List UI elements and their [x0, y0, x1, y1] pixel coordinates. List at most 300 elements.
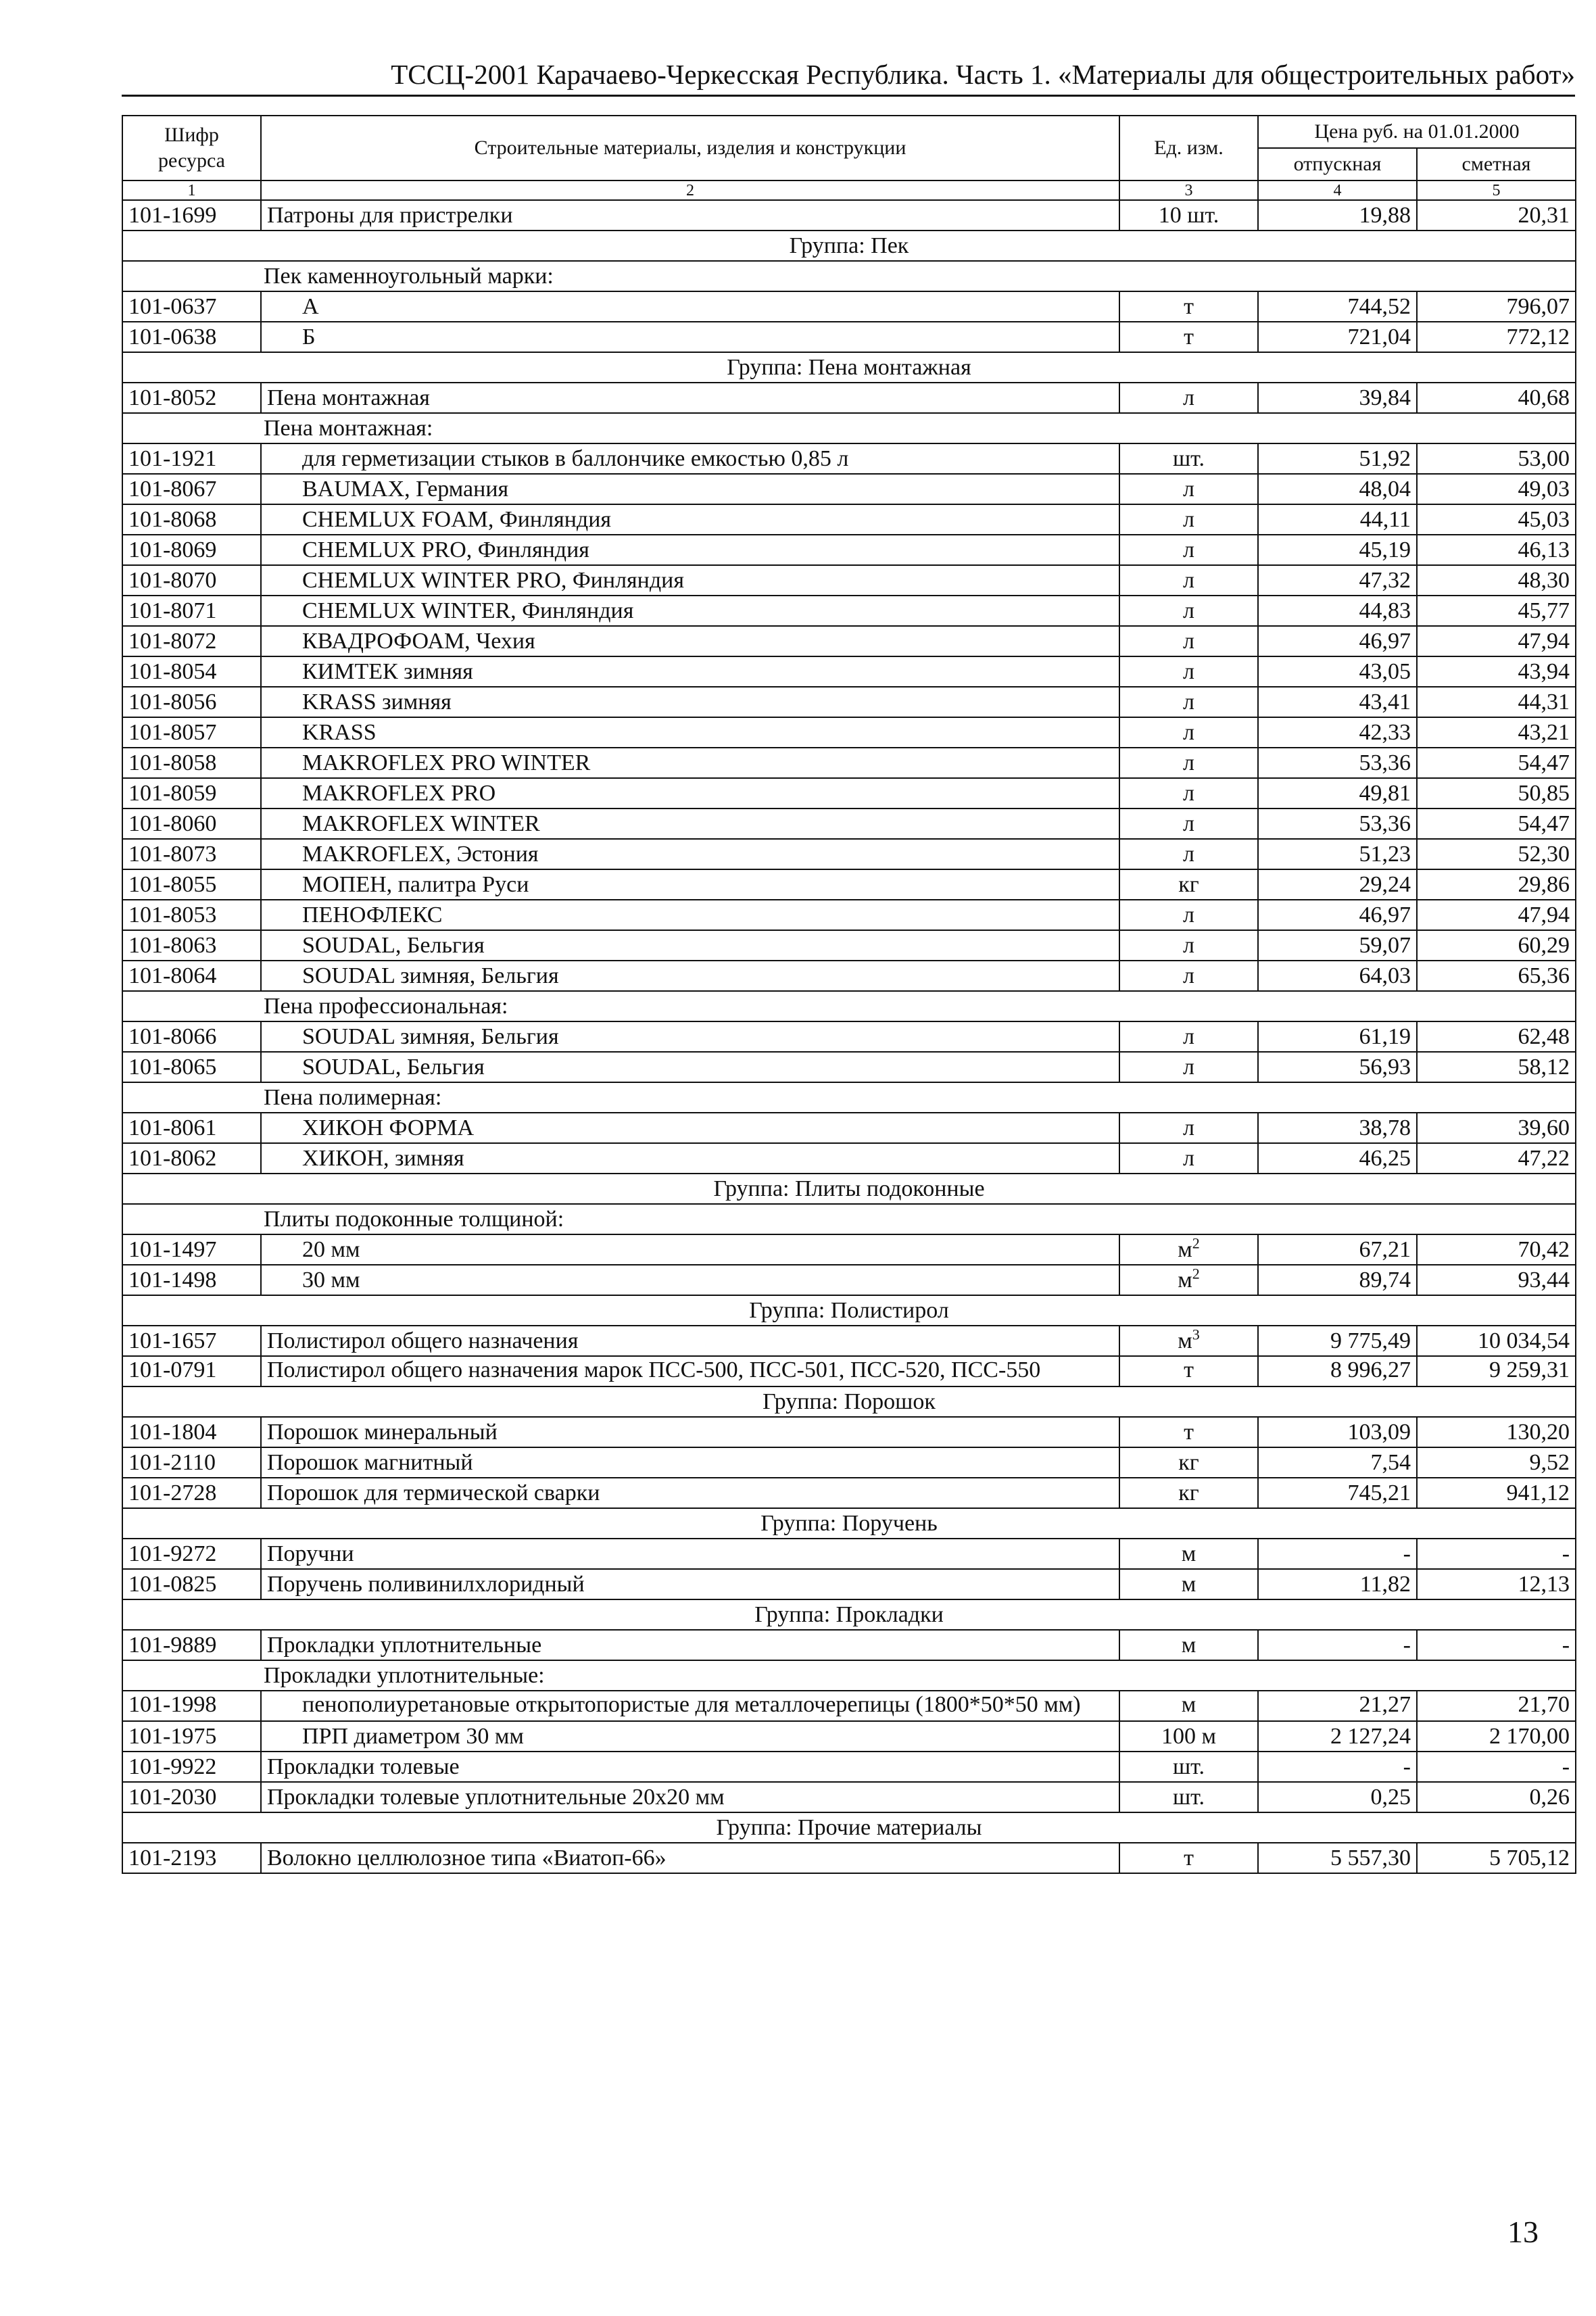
resource-code: 101-8058	[122, 748, 261, 778]
group-title: Группа: Плиты подоконные	[122, 1174, 1576, 1204]
release-price: 11,82	[1258, 1569, 1417, 1599]
resource-code: 101-8069	[122, 535, 261, 565]
subheading-text: Пек каменноугольный марки:	[264, 263, 554, 289]
unit-cell	[1119, 1569, 1258, 1599]
estimate-price: 5 705,12	[1417, 1843, 1576, 1873]
estimate-price: 52,30	[1417, 839, 1576, 869]
release-price: 744,52	[1258, 291, 1417, 322]
resource-code: 101-2110	[122, 1447, 261, 1478]
table-row	[122, 839, 1576, 869]
unit-cell	[1119, 687, 1258, 717]
resource-code: 101-9922	[122, 1752, 261, 1782]
release-price: 44,83	[1258, 596, 1417, 626]
resource-code: 101-8055	[122, 869, 261, 900]
unit-exponent: 2	[1192, 1234, 1200, 1252]
release-price: 49,81	[1258, 778, 1417, 809]
material-name: ПЕНОФЛЕКС	[261, 900, 1119, 930]
unit-text: л	[1183, 841, 1194, 867]
unit-text: л	[1183, 385, 1194, 410]
col-num: 3	[1119, 180, 1258, 200]
release-price: 45,19	[1258, 535, 1417, 565]
material-name: Патроны для пристрелки	[261, 200, 1119, 231]
unit-text: л	[1183, 658, 1194, 684]
estimate-price: -	[1417, 1630, 1576, 1660]
subheading-row	[122, 261, 1576, 291]
unit-text: м	[1181, 1571, 1196, 1597]
estimate-price: 10 034,54	[1417, 1326, 1576, 1356]
unit-text: м	[1178, 1236, 1192, 1262]
material-name: SOUDAL, Бельгия	[261, 930, 1119, 961]
resource-code: 101-1975	[122, 1721, 261, 1752]
unit-text: т	[1184, 293, 1194, 319]
material-name: 20 мм	[261, 1234, 1119, 1265]
unit-cell	[1119, 839, 1258, 869]
unit-cell	[1119, 656, 1258, 687]
material-name: Волокно целлюлозное типа «Виатоп-66»	[261, 1843, 1119, 1873]
table-row	[122, 1326, 1576, 1356]
unit-cell	[1119, 1721, 1258, 1752]
table-row	[122, 1356, 1576, 1386]
resource-code: 101-8068	[122, 504, 261, 535]
release-price: 21,27	[1258, 1691, 1417, 1721]
group-heading-row	[122, 1295, 1576, 1326]
unit-text: т	[1184, 1357, 1194, 1382]
col-num: 5	[1417, 180, 1576, 200]
table-row	[122, 930, 1576, 961]
resource-code: 101-8065	[122, 1052, 261, 1082]
release-price: 721,04	[1258, 322, 1417, 352]
material-name: для герметизации стыков в баллончике емкостью 0,85 л	[261, 443, 1119, 474]
unit-text: л	[1183, 1145, 1194, 1171]
unit-text: л	[1183, 902, 1194, 927]
unit-cell	[1119, 383, 1258, 413]
estimate-price: 29,86	[1417, 869, 1576, 900]
unit-cell	[1119, 1356, 1258, 1386]
estimate-price: -	[1417, 1539, 1576, 1569]
material-name: Прокладки толевые	[261, 1752, 1119, 1782]
unit-cell	[1119, 535, 1258, 565]
release-price: 39,84	[1258, 383, 1417, 413]
table-row	[122, 1052, 1576, 1082]
col-num: 1	[122, 180, 261, 200]
table-row	[122, 1447, 1576, 1478]
material-name: МОПЕН, палитра Руси	[261, 869, 1119, 900]
unit-cell	[1119, 1143, 1258, 1174]
estimate-price: 58,12	[1417, 1052, 1576, 1082]
estimate-price: 40,68	[1417, 383, 1576, 413]
unit-text: шт.	[1173, 1754, 1205, 1779]
table-row	[122, 1721, 1576, 1752]
release-price: 19,88	[1258, 200, 1417, 231]
material-name: BAUMAX, Германия	[261, 474, 1119, 504]
col-num: 2	[261, 180, 1119, 200]
table-row	[122, 1143, 1576, 1174]
resource-code: 101-1921	[122, 443, 261, 474]
material-name: Порошок минеральный	[261, 1417, 1119, 1447]
estimate-price: 2 170,00	[1417, 1721, 1576, 1752]
table-row	[122, 1021, 1576, 1052]
release-price: 61,19	[1258, 1021, 1417, 1052]
table-row	[122, 383, 1576, 413]
table-row	[122, 687, 1576, 717]
estimate-price: 60,29	[1417, 930, 1576, 961]
table-row	[122, 565, 1576, 596]
release-price: 51,23	[1258, 839, 1417, 869]
estimate-price: 54,47	[1417, 809, 1576, 839]
unit-text: л	[1183, 932, 1194, 958]
table-row	[122, 1539, 1576, 1569]
unit-cell	[1119, 1447, 1258, 1478]
unit-cell	[1119, 1113, 1258, 1143]
unit-cell	[1119, 291, 1258, 322]
estimate-price: 93,44	[1417, 1265, 1576, 1295]
release-price: -	[1258, 1752, 1417, 1782]
release-price: 44,11	[1258, 504, 1417, 535]
resource-code: 101-8056	[122, 687, 261, 717]
price-table	[122, 115, 1576, 1874]
subheading-row	[122, 1082, 1576, 1113]
resource-code: 101-8072	[122, 626, 261, 656]
release-price: 59,07	[1258, 930, 1417, 961]
material-name: Полистирол общего назначения марок ПСС-500, ПСС-501, ПСС-520, ПСС-550	[261, 1356, 1119, 1386]
resource-code: 101-1657	[122, 1326, 261, 1356]
unit-cell	[1119, 1539, 1258, 1569]
estimate-price: 20,31	[1417, 200, 1576, 231]
col-num: 4	[1258, 180, 1417, 200]
unit-text: 10 шт.	[1158, 202, 1219, 228]
resource-code: 101-2030	[122, 1782, 261, 1812]
table-row	[122, 809, 1576, 839]
material-name: ХИКОН ФОРМА	[261, 1113, 1119, 1143]
material-name: Прокладки толевые уплотнительные 20х20 мм	[261, 1782, 1119, 1812]
table-row	[122, 1417, 1576, 1447]
subheading-cell	[122, 1204, 1576, 1234]
unit-cell	[1119, 1021, 1258, 1052]
estimate-price: 47,94	[1417, 626, 1576, 656]
resource-code: 101-8071	[122, 596, 261, 626]
resource-code: 101-8062	[122, 1143, 261, 1174]
col-header-code: Шифр ресурса	[122, 116, 261, 180]
unit-cell	[1119, 1326, 1258, 1356]
release-price: 42,33	[1258, 717, 1417, 748]
estimate-price: 53,00	[1417, 443, 1576, 474]
resource-code: 101-1998	[122, 1691, 261, 1721]
material-name: CHEMLUX WINTER PRO, Финляндия	[261, 565, 1119, 596]
unit-cell	[1119, 1782, 1258, 1812]
table-row	[122, 869, 1576, 900]
table-row	[122, 1630, 1576, 1660]
estimate-price: 44,31	[1417, 687, 1576, 717]
group-heading-row	[122, 1508, 1576, 1539]
resource-code: 101-8063	[122, 930, 261, 961]
unit-text: л	[1183, 628, 1194, 654]
material-name: КВАДРОФОАМ, Чехия	[261, 626, 1119, 656]
unit-text: л	[1183, 719, 1194, 745]
material-name: Прокладки уплотнительные	[261, 1630, 1119, 1660]
unit-text: л	[1183, 537, 1194, 562]
resource-code: 101-0638	[122, 322, 261, 352]
table-row	[122, 596, 1576, 626]
table-row	[122, 961, 1576, 991]
unit-cell	[1119, 504, 1258, 535]
unit-text: м	[1178, 1328, 1192, 1353]
estimate-price: 39,60	[1417, 1113, 1576, 1143]
unit-text: л	[1183, 598, 1194, 623]
subheading-cell	[122, 1082, 1576, 1113]
unit-cell	[1119, 961, 1258, 991]
unit-text: м	[1181, 1541, 1196, 1566]
material-name: SOUDAL, Бельгия	[261, 1052, 1119, 1082]
release-price: 0,25	[1258, 1782, 1417, 1812]
table-row	[122, 1234, 1576, 1265]
table-row	[122, 1752, 1576, 1782]
group-heading-row	[122, 1174, 1576, 1204]
unit-text: т	[1184, 324, 1194, 349]
estimate-price: 941,12	[1417, 1478, 1576, 1508]
col-header-price: Цена руб. на 01.01.2000	[1258, 116, 1576, 148]
estimate-price: 65,36	[1417, 961, 1576, 991]
subheading-row	[122, 1204, 1576, 1234]
material-name: А	[261, 291, 1119, 322]
release-price: 89,74	[1258, 1265, 1417, 1295]
resource-code: 101-9889	[122, 1630, 261, 1660]
table-row	[122, 656, 1576, 687]
table-row	[122, 1478, 1576, 1508]
release-price: 43,05	[1258, 656, 1417, 687]
material-name: KRASS зимняя	[261, 687, 1119, 717]
estimate-price: 796,07	[1417, 291, 1576, 322]
group-title: Группа: Пек	[122, 231, 1576, 261]
unit-text: л	[1183, 476, 1194, 502]
unit-text: л	[1183, 1023, 1194, 1049]
unit-cell	[1119, 1234, 1258, 1265]
resource-code: 101-0825	[122, 1569, 261, 1599]
unit-text: 100 м	[1161, 1723, 1216, 1749]
estimate-price: 62,48	[1417, 1021, 1576, 1052]
resource-code: 101-8052	[122, 383, 261, 413]
release-price: 46,25	[1258, 1143, 1417, 1174]
material-name: SOUDAL зимняя, Бельгия	[261, 961, 1119, 991]
group-title: Группа: Прокладки	[122, 1599, 1576, 1630]
table-row	[122, 717, 1576, 748]
resource-code: 101-8070	[122, 565, 261, 596]
subheading-text: Пена монтажная:	[264, 415, 433, 441]
material-name: КИМТЕК зимняя	[261, 656, 1119, 687]
unit-cell	[1119, 1691, 1258, 1721]
page-header: ТССЦ-2001 Карачаево-Черкесская Республика. Часть 1. «Материалы для общестроительных работ»	[122, 55, 1575, 97]
resource-code: 101-0791	[122, 1356, 261, 1386]
table-row	[122, 474, 1576, 504]
release-price: 53,36	[1258, 748, 1417, 778]
group-title: Группа: Порошок	[122, 1386, 1576, 1417]
table-row	[122, 291, 1576, 322]
material-name: Поручень поливинилхлоридный	[261, 1569, 1119, 1599]
unit-cell	[1119, 930, 1258, 961]
table-row	[122, 200, 1576, 231]
material-name: ПРП диаметром 30 мм	[261, 1721, 1119, 1752]
unit-cell	[1119, 717, 1258, 748]
subheading-row	[122, 1660, 1576, 1691]
unit-exponent: 3	[1192, 1326, 1200, 1343]
release-price: 745,21	[1258, 1478, 1417, 1508]
unit-text: кг	[1178, 871, 1199, 897]
release-price: 5 557,30	[1258, 1843, 1417, 1873]
subheading-cell	[122, 1660, 1576, 1691]
estimate-price: 70,42	[1417, 1234, 1576, 1265]
unit-cell	[1119, 1417, 1258, 1447]
unit-text: л	[1183, 780, 1194, 806]
material-name: CHEMLUX PRO, Финляндия	[261, 535, 1119, 565]
material-name: Порошок магнитный	[261, 1447, 1119, 1478]
unit-text: л	[1183, 963, 1194, 988]
estimate-price: 45,77	[1417, 596, 1576, 626]
resource-code: 101-2728	[122, 1478, 261, 1508]
unit-text: л	[1183, 750, 1194, 775]
release-price: 9 775,49	[1258, 1326, 1417, 1356]
material-name: CHEMLUX WINTER, Финляндия	[261, 596, 1119, 626]
unit-text: кг	[1178, 1480, 1199, 1505]
table-row	[122, 778, 1576, 809]
unit-cell	[1119, 809, 1258, 839]
group-heading-row	[122, 1386, 1576, 1417]
unit-cell	[1119, 748, 1258, 778]
material-name: Порошок для термической сварки	[261, 1478, 1119, 1508]
group-title: Группа: Полистирол	[122, 1295, 1576, 1326]
estimate-price: 45,03	[1417, 504, 1576, 535]
estimate-price: 0,26	[1417, 1782, 1576, 1812]
resource-code: 101-8064	[122, 961, 261, 991]
subheading-row	[122, 991, 1576, 1021]
unit-exponent: 2	[1192, 1265, 1200, 1282]
table-row	[122, 443, 1576, 474]
column-number-row	[122, 180, 1576, 200]
table-row	[122, 626, 1576, 656]
unit-text: м	[1178, 1267, 1192, 1293]
col-header-release: отпускная	[1258, 148, 1417, 180]
estimate-price: 43,94	[1417, 656, 1576, 687]
unit-text: шт.	[1173, 1784, 1205, 1810]
release-price: 64,03	[1258, 961, 1417, 991]
release-price: 51,92	[1258, 443, 1417, 474]
estimate-price: 43,21	[1417, 717, 1576, 748]
material-name: Полистирол общего назначения	[261, 1326, 1119, 1356]
unit-cell	[1119, 778, 1258, 809]
table-row	[122, 1691, 1576, 1721]
group-heading-row	[122, 352, 1576, 383]
estimate-price: 9,52	[1417, 1447, 1576, 1478]
resource-code: 101-8060	[122, 809, 261, 839]
unit-cell	[1119, 1843, 1258, 1873]
table-row	[122, 535, 1576, 565]
release-price: 29,24	[1258, 869, 1417, 900]
release-price: 67,21	[1258, 1234, 1417, 1265]
unit-cell	[1119, 596, 1258, 626]
material-name: Б	[261, 322, 1119, 352]
release-price: 8 996,27	[1258, 1356, 1417, 1386]
subheading-cell	[122, 261, 1576, 291]
estimate-price: 47,22	[1417, 1143, 1576, 1174]
unit-text: м	[1181, 1632, 1196, 1658]
estimate-price: 9 259,31	[1417, 1356, 1576, 1386]
resource-code: 101-1804	[122, 1417, 261, 1447]
resource-code: 101-8066	[122, 1021, 261, 1052]
material-name: KRASS	[261, 717, 1119, 748]
estimate-price: 49,03	[1417, 474, 1576, 504]
unit-cell	[1119, 1630, 1258, 1660]
estimate-price: 12,13	[1417, 1569, 1576, 1599]
table-row	[122, 1265, 1576, 1295]
unit-cell	[1119, 200, 1258, 231]
unit-cell	[1119, 443, 1258, 474]
material-name: MAKROFLEX PRO	[261, 778, 1119, 809]
resource-code: 101-8073	[122, 839, 261, 869]
estimate-price: -	[1417, 1752, 1576, 1782]
unit-text: шт.	[1173, 445, 1205, 471]
resource-code: 101-9272	[122, 1539, 261, 1569]
release-price: 53,36	[1258, 809, 1417, 839]
unit-cell	[1119, 1752, 1258, 1782]
table-row	[122, 1843, 1576, 1873]
material-name: SOUDAL зимняя, Бельгия	[261, 1021, 1119, 1052]
subheading-text: Плиты подоконные толщиной:	[264, 1206, 564, 1232]
subheading-text: Пена полимерная:	[264, 1084, 442, 1110]
estimate-price: 21,70	[1417, 1691, 1576, 1721]
unit-cell	[1119, 1265, 1258, 1295]
unit-cell	[1119, 1478, 1258, 1508]
table-row	[122, 1569, 1576, 1599]
release-price: 47,32	[1258, 565, 1417, 596]
unit-text: л	[1183, 567, 1194, 593]
table-row	[122, 504, 1576, 535]
unit-cell	[1119, 565, 1258, 596]
resource-code: 101-1699	[122, 200, 261, 231]
unit-text: т	[1184, 1419, 1194, 1445]
unit-cell	[1119, 626, 1258, 656]
group-title: Группа: Пена монтажная	[122, 352, 1576, 383]
col-header-estimate: сметная	[1417, 148, 1576, 180]
unit-text: кг	[1178, 1449, 1199, 1475]
group-heading-row	[122, 231, 1576, 261]
unit-cell	[1119, 474, 1258, 504]
material-name: пенополиуретановые открытопористые для металлочерепицы (1800*50*50 мм)	[261, 1691, 1119, 1721]
col-header-name: Строительные материалы, изделия и конструкции	[261, 116, 1119, 180]
resource-code: 101-8059	[122, 778, 261, 809]
table-row	[122, 322, 1576, 352]
unit-cell	[1119, 322, 1258, 352]
material-name: MAKROFLEX PRO WINTER	[261, 748, 1119, 778]
group-heading-row	[122, 1599, 1576, 1630]
resource-code: 101-8054	[122, 656, 261, 687]
resource-code: 101-8061	[122, 1113, 261, 1143]
release-price: 46,97	[1258, 900, 1417, 930]
material-name: CHEMLUX FOAM, Финляндия	[261, 504, 1119, 535]
resource-code: 101-8057	[122, 717, 261, 748]
estimate-price: 47,94	[1417, 900, 1576, 930]
release-price: 7,54	[1258, 1447, 1417, 1478]
table-row	[122, 900, 1576, 930]
subheading-text: Прокладки уплотнительные:	[264, 1662, 545, 1688]
unit-text: л	[1183, 811, 1194, 836]
release-price: 43,41	[1258, 687, 1417, 717]
unit-text: л	[1183, 1054, 1194, 1080]
unit-text: т	[1184, 1845, 1194, 1871]
unit-text: л	[1183, 1115, 1194, 1140]
estimate-price: 772,12	[1417, 322, 1576, 352]
release-price: 48,04	[1258, 474, 1417, 504]
unit-cell	[1119, 900, 1258, 930]
table-row	[122, 1782, 1576, 1812]
resource-code: 101-1497	[122, 1234, 261, 1265]
